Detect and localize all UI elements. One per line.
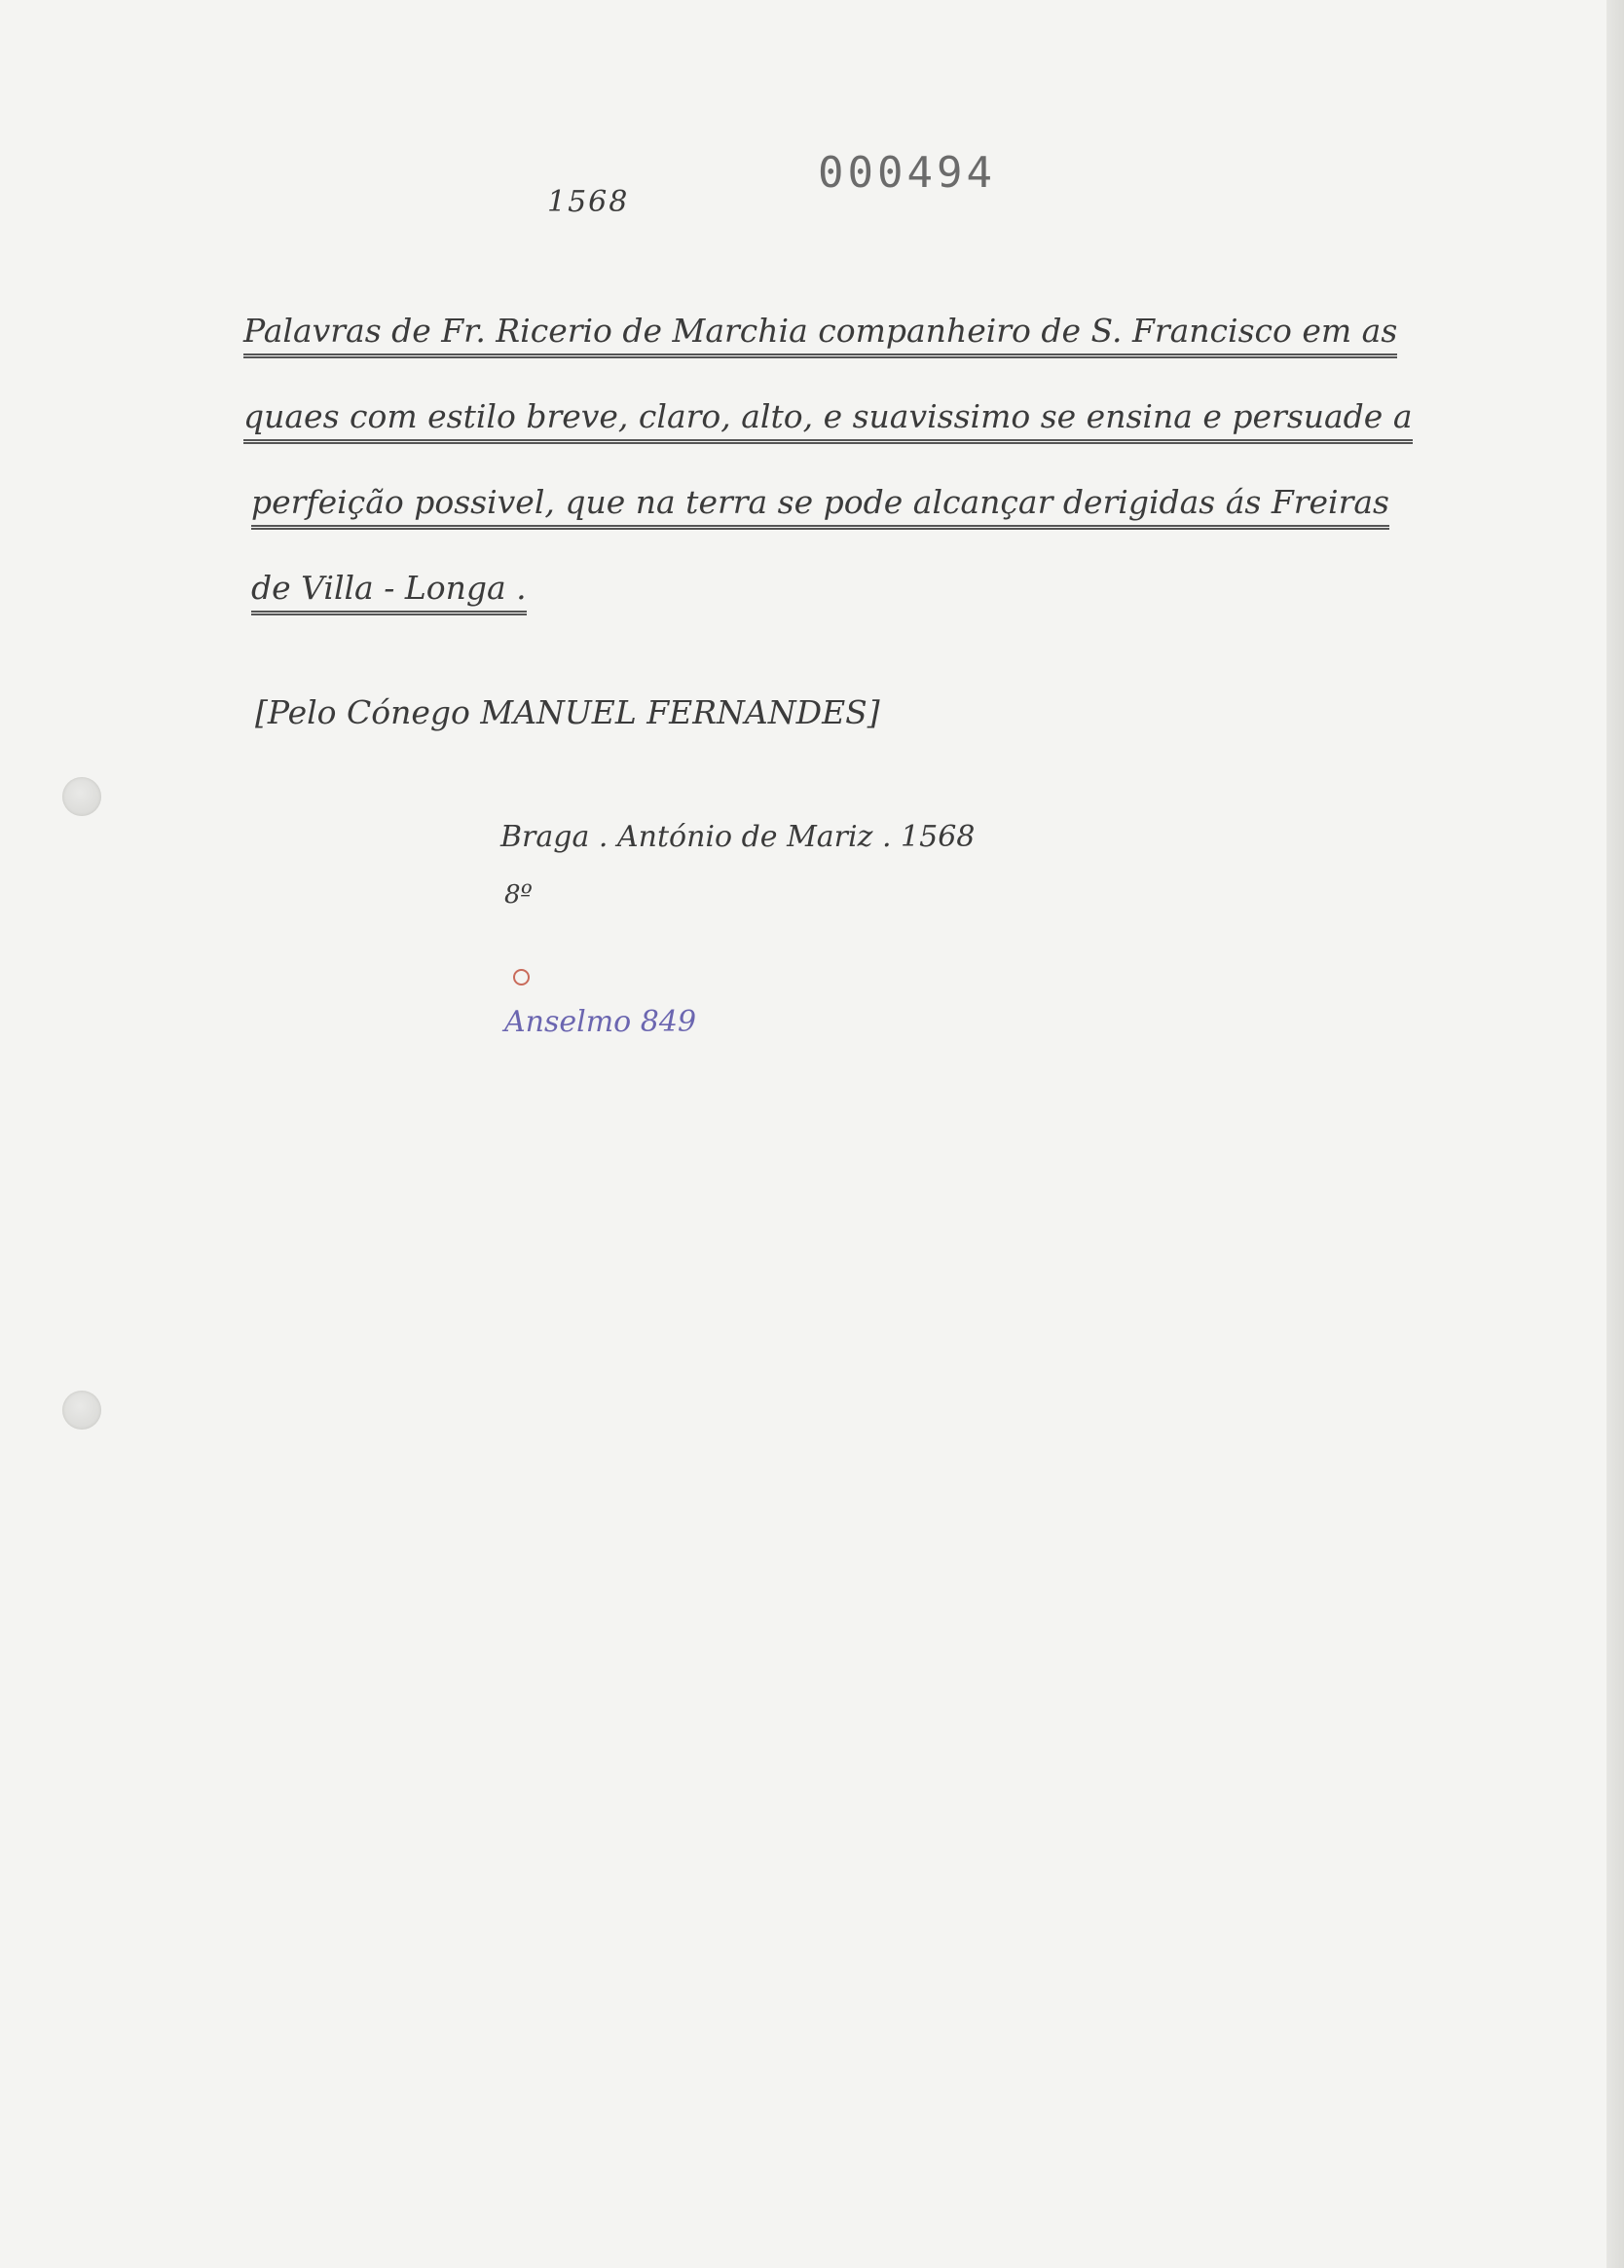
- author-attribution: [Pelo Cónego MANUEL FERNANDES]: [255, 693, 880, 731]
- title-block: [243, 312, 1412, 654]
- title-line-text: quaes com estilo breve, claro, alto, e suavissimo se ensina e persuade a: [243, 397, 1413, 444]
- title-line-text: perfeição possivel, que na terra se pode alcançar derigidas ás Freiras: [251, 483, 1389, 530]
- bibliographic-reference: Anselmo 849: [504, 1005, 697, 1039]
- title-line-text: Palavras de Fr. Ricerio de Marchia companheiro de S. Francisco em as: [243, 312, 1397, 358]
- title-line: [243, 397, 1412, 483]
- format-note: 8º: [504, 880, 533, 910]
- punch-hole-bottom: [62, 1391, 101, 1430]
- title-line: [243, 483, 1412, 569]
- title-line: [243, 312, 1412, 397]
- year-note: 1568: [547, 185, 630, 219]
- sheet-edge: [1606, 0, 1624, 2268]
- punch-hole-top: [62, 777, 101, 816]
- title-line-text: de Villa - Longa .: [251, 569, 527, 615]
- imprint-line: Braga . António de Mariz . 1568: [500, 820, 976, 854]
- catalog-stamp-number: 000494: [818, 148, 996, 198]
- title-line: [243, 569, 1412, 654]
- red-circle-mark: [513, 969, 530, 985]
